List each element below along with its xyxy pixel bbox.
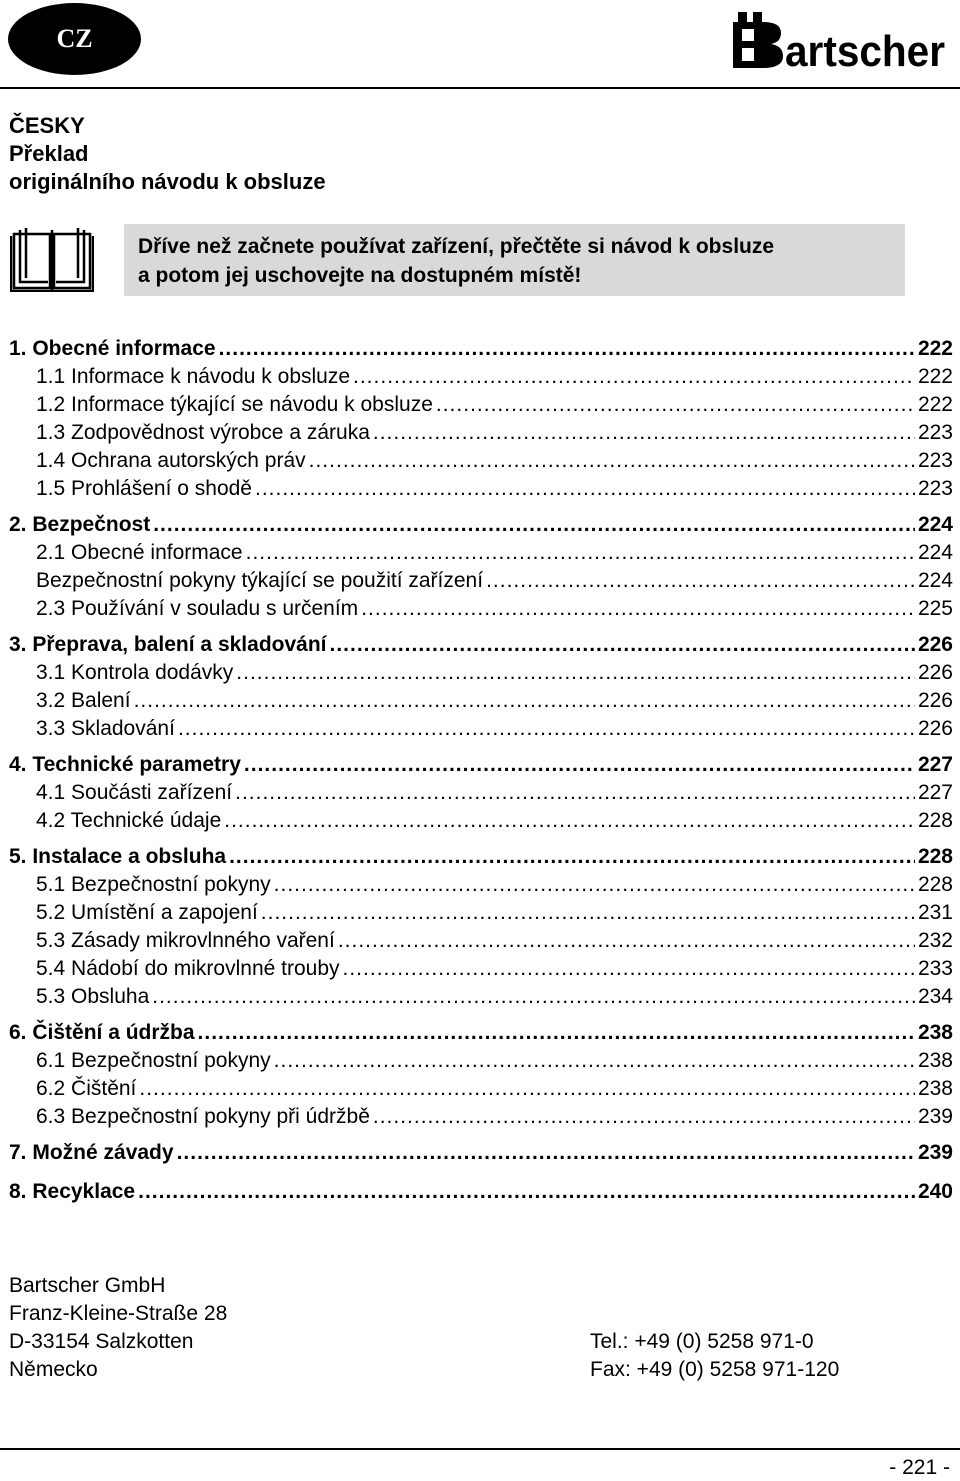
toc-section[interactable]: 5.2 Umístění a zapojení ..... 231 (9, 899, 953, 927)
toc-section[interactable]: 2.1 Obecné informace ..... 224 (9, 539, 953, 567)
toc-section[interactable]: 5.4 Nádobí do mikrovlnné trouby ..... 233 (9, 955, 953, 983)
address-line: Německo (9, 1358, 98, 1381)
language-badge: CZ (8, 3, 141, 75)
address-line: Franz-Kleine-Straße 28 (9, 1302, 228, 1325)
safety-notice (124, 224, 905, 296)
address-line: D-33154 Salzkotten (9, 1330, 194, 1353)
table-of-contents (9, 334, 953, 1206)
toc-section[interactable]: Bezpečnostní pokyny týkající se použití zařízení ..... 224 (9, 567, 953, 595)
toc-chapter[interactable]: 8. Recyklace ..... 240 (9, 1177, 953, 1206)
document-title (9, 112, 326, 196)
title-line: Překlad (9, 141, 89, 166)
toc-section[interactable]: 4.1 Součásti zařízení ..... 227 (9, 779, 953, 807)
toc-section[interactable]: 1.3 Zodpovědnost výrobce a záruka ..... 223 (9, 419, 953, 447)
toc-section[interactable]: 6.3 Bezpečnostní pokyny při údržbě ..... 239 (9, 1103, 953, 1131)
fax-number: Fax: +49 (0) 5258 971-120 (590, 1358, 840, 1381)
notice-line: Dříve než začnete používat zařízení, přečtěte si návod k obsluze (138, 235, 775, 258)
toc-section[interactable]: 4.2 Technické údaje ..... 228 (9, 807, 953, 835)
toc-section[interactable]: 3.2 Balení ..... 226 (9, 687, 953, 715)
address-line: Bartscher GmbH (9, 1274, 166, 1297)
toc-section[interactable]: 6.2 Čištění ..... 238 (9, 1075, 953, 1103)
notice-line: a potom jej uschovejte na dostupném místě! (138, 264, 582, 287)
toc-section[interactable]: 2.3 Používání v souladu s určením ..... 225 (9, 595, 953, 623)
company-address (9, 1272, 227, 1384)
title-line: originálního návodu k obsluze (9, 169, 326, 194)
svg-text:artscher: artscher (785, 27, 945, 74)
page-number: - 221 - (889, 1456, 950, 1479)
toc-chapter[interactable]: 2. Bezpečnost ..... 224 (9, 510, 953, 539)
company-contact (590, 1328, 839, 1384)
toc-chapter[interactable]: 1. Obecné informace ..... 222 (9, 334, 953, 363)
bartscher-logo (733, 12, 948, 74)
toc-chapter[interactable]: 3. Přeprava, balení a skladování ..... 226 (9, 630, 953, 659)
footer-divider (0, 1448, 960, 1450)
toc-section[interactable]: 1.4 Ochrana autorských práv ..... 223 (9, 447, 953, 475)
toc-section[interactable]: 3.1 Kontrola dodávky ..... 226 (9, 659, 953, 687)
toc-section[interactable]: 6.1 Bezpečnostní pokyny ..... 238 (9, 1047, 953, 1075)
toc-section[interactable]: 1.1 Informace k návodu k obsluze ..... 222 (9, 363, 953, 391)
toc-chapter[interactable]: 4. Technické parametry ..... 227 (9, 750, 953, 779)
toc-section[interactable]: 1.5 Prohlášení o shodě ..... 223 (9, 475, 953, 503)
phone-number: Tel.: +49 (0) 5258 971-0 (590, 1330, 814, 1353)
toc-chapter[interactable]: 6. Čištění a údržba ..... 238 (9, 1018, 953, 1047)
toc-section[interactable]: 3.3 Skladování ..... 226 (9, 715, 953, 743)
title-line: ČESKY (9, 113, 85, 138)
open-book-icon (10, 226, 94, 292)
header-divider (0, 87, 960, 89)
toc-section[interactable]: 5.1 Bezpečnostní pokyny ..... 228 (9, 871, 953, 899)
toc-chapter[interactable]: 7. Možné závady ..... 239 (9, 1138, 953, 1167)
toc-section[interactable]: 5.3 Obsluha ..... 234 (9, 983, 953, 1011)
toc-chapter[interactable]: 5. Instalace a obsluha ..... 228 (9, 842, 953, 871)
toc-section[interactable]: 1.2 Informace týkající se návodu k obsluze ..... 222 (9, 391, 953, 419)
toc-section[interactable]: 5.3 Zásady mikrovlnného vaření ..... 232 (9, 927, 953, 955)
